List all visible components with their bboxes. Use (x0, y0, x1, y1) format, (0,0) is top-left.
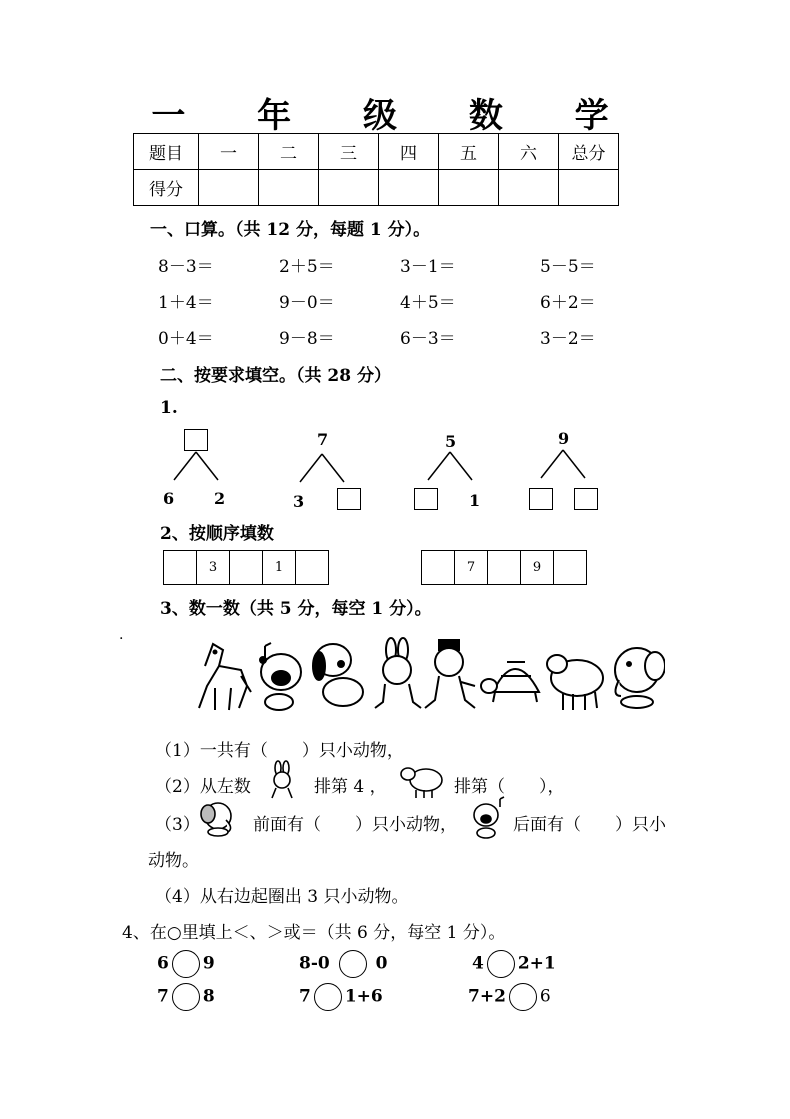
sequence-cell[interactable] (554, 551, 587, 585)
calc-item: 3－2＝ (540, 329, 596, 349)
sequence-row-1 (163, 550, 329, 585)
question-3-2-part1: （2）从左数 (155, 777, 251, 797)
page-title: 一 年 级 数 学 (151, 96, 639, 136)
rabbit-icon (262, 760, 302, 802)
number-bond-lines (0, 0, 790, 530)
score-header-cell: 题目 (134, 134, 199, 170)
score-header-cell: 五 (439, 134, 499, 170)
calc-item: 6－3＝ (400, 329, 456, 349)
compare-right: 2+1 (517, 953, 556, 974)
answer-box[interactable] (529, 488, 553, 510)
calc-item: 2＋5＝ (279, 257, 335, 277)
sequence-cell[interactable] (230, 551, 263, 585)
question-1-label: 1. (160, 398, 178, 418)
tree-number: 2 (214, 489, 226, 508)
calc-item: 9－0＝ (279, 293, 335, 313)
compare-left: 6 (157, 953, 169, 974)
compare-right: 6 (539, 986, 551, 1007)
calc-item: 6＋2＝ (540, 293, 596, 313)
question-3-3-part2: 前面有（ ）只小动物， (253, 815, 457, 835)
horse-icon (199, 644, 251, 710)
compare-item (157, 950, 215, 978)
stray-dot: . (119, 627, 124, 643)
compare-circle[interactable] (339, 950, 367, 978)
calc-item: 3－1＝ (400, 257, 456, 277)
calc-item: 1＋4＝ (158, 293, 214, 313)
singing-dog-icon (464, 795, 508, 841)
tree-number: 6 (163, 489, 175, 508)
compare-right: 8 (202, 986, 215, 1007)
sequence-cell[interactable] (422, 551, 455, 585)
score-header-cell: 六 (499, 134, 559, 170)
compare-left: 7 (299, 986, 311, 1007)
tree-number: 9 (558, 429, 570, 448)
score-header-cell: 总分 (559, 134, 619, 170)
tree-number: 3 (293, 492, 305, 511)
score-header-cell: 二 (259, 134, 319, 170)
score-header-cell: 一 (199, 134, 259, 170)
compare-left: 8-0 (299, 953, 330, 974)
compare-left: 7+2 (468, 986, 506, 1007)
sheep-icon (398, 760, 448, 800)
animal-row (185, 636, 665, 716)
sequence-cell: 7 (455, 551, 488, 585)
question-3-3-part4: 动物。 (148, 851, 199, 871)
sequence-cell: 1 (263, 551, 296, 585)
compare-item (299, 950, 387, 978)
sequence-row-2 (421, 550, 587, 585)
answer-box[interactable] (337, 488, 361, 510)
compare-left: 4 (472, 953, 484, 974)
puppy-icon (313, 644, 363, 706)
tree-number: 1 (469, 491, 481, 510)
sheep-icon (547, 655, 603, 710)
singing-dog-icon (260, 643, 301, 710)
compare-right: 1+6 (344, 986, 383, 1007)
question-3-2-part2: 排第 4 ， (314, 777, 387, 797)
elephant-icon (196, 798, 240, 838)
tree-number: 7 (317, 430, 329, 449)
compare-item (472, 950, 556, 978)
compare-circle[interactable] (172, 983, 200, 1011)
compare-right: 0 (375, 953, 388, 974)
sequence-cell: 3 (197, 551, 230, 585)
compare-circle[interactable] (172, 950, 200, 978)
compare-left: 7 (157, 986, 169, 1007)
section1-heading: 一、口算。（共 12 分，每题 1 分）。 (150, 220, 431, 240)
answer-box[interactable] (184, 429, 208, 451)
compare-right: 9 (202, 953, 215, 974)
compare-item (157, 983, 215, 1011)
section4-heading: 4、在○里填上＜、＞或＝（共 6 分，每空 1 分）。 (122, 923, 506, 943)
monkey-icon (425, 640, 475, 708)
question-2-label: 2、按顺序填数 (160, 524, 274, 544)
compare-circle[interactable] (509, 983, 537, 1011)
elephant-icon (615, 648, 665, 708)
sequence-cell[interactable] (488, 551, 521, 585)
question-3-3-part1: （3） (155, 815, 200, 835)
question-3-label: 3、数一数（共 5 分，每空 1 分）。 (160, 599, 432, 619)
calc-item: 0＋4＝ (158, 329, 214, 349)
turtle-icon (481, 662, 539, 702)
score-header-cell: 三 (319, 134, 379, 170)
score-header-cell: 四 (379, 134, 439, 170)
calc-item: 9－8＝ (279, 329, 335, 349)
sequence-cell[interactable] (164, 551, 197, 585)
calc-item: 4＋5＝ (400, 293, 456, 313)
tree-number: 5 (445, 432, 457, 451)
answer-box[interactable] (574, 488, 598, 510)
question-3-1: （1）一共有（ ）只小动物， (155, 741, 404, 761)
question-3-2-part3: 排第（ ）， (454, 777, 565, 797)
rabbit-icon (375, 638, 421, 708)
question-3-3-part3: 后面有（ ）只小 (513, 815, 666, 835)
calc-item: 5－5＝ (540, 257, 596, 277)
question-3-4: （4）从右边起圈出 3 只小动物。 (155, 887, 409, 907)
calc-item: 8－3＝ (158, 257, 214, 277)
section2-heading: 二、按要求填空。（共 28 分） (160, 366, 391, 386)
compare-circle[interactable] (487, 950, 515, 978)
score-row-label: 得分 (134, 170, 199, 206)
sequence-cell[interactable] (296, 551, 329, 585)
compare-item (468, 983, 551, 1011)
answer-box[interactable] (414, 488, 438, 510)
sequence-cell: 9 (521, 551, 554, 585)
compare-circle[interactable] (314, 983, 342, 1011)
compare-item (299, 983, 383, 1011)
